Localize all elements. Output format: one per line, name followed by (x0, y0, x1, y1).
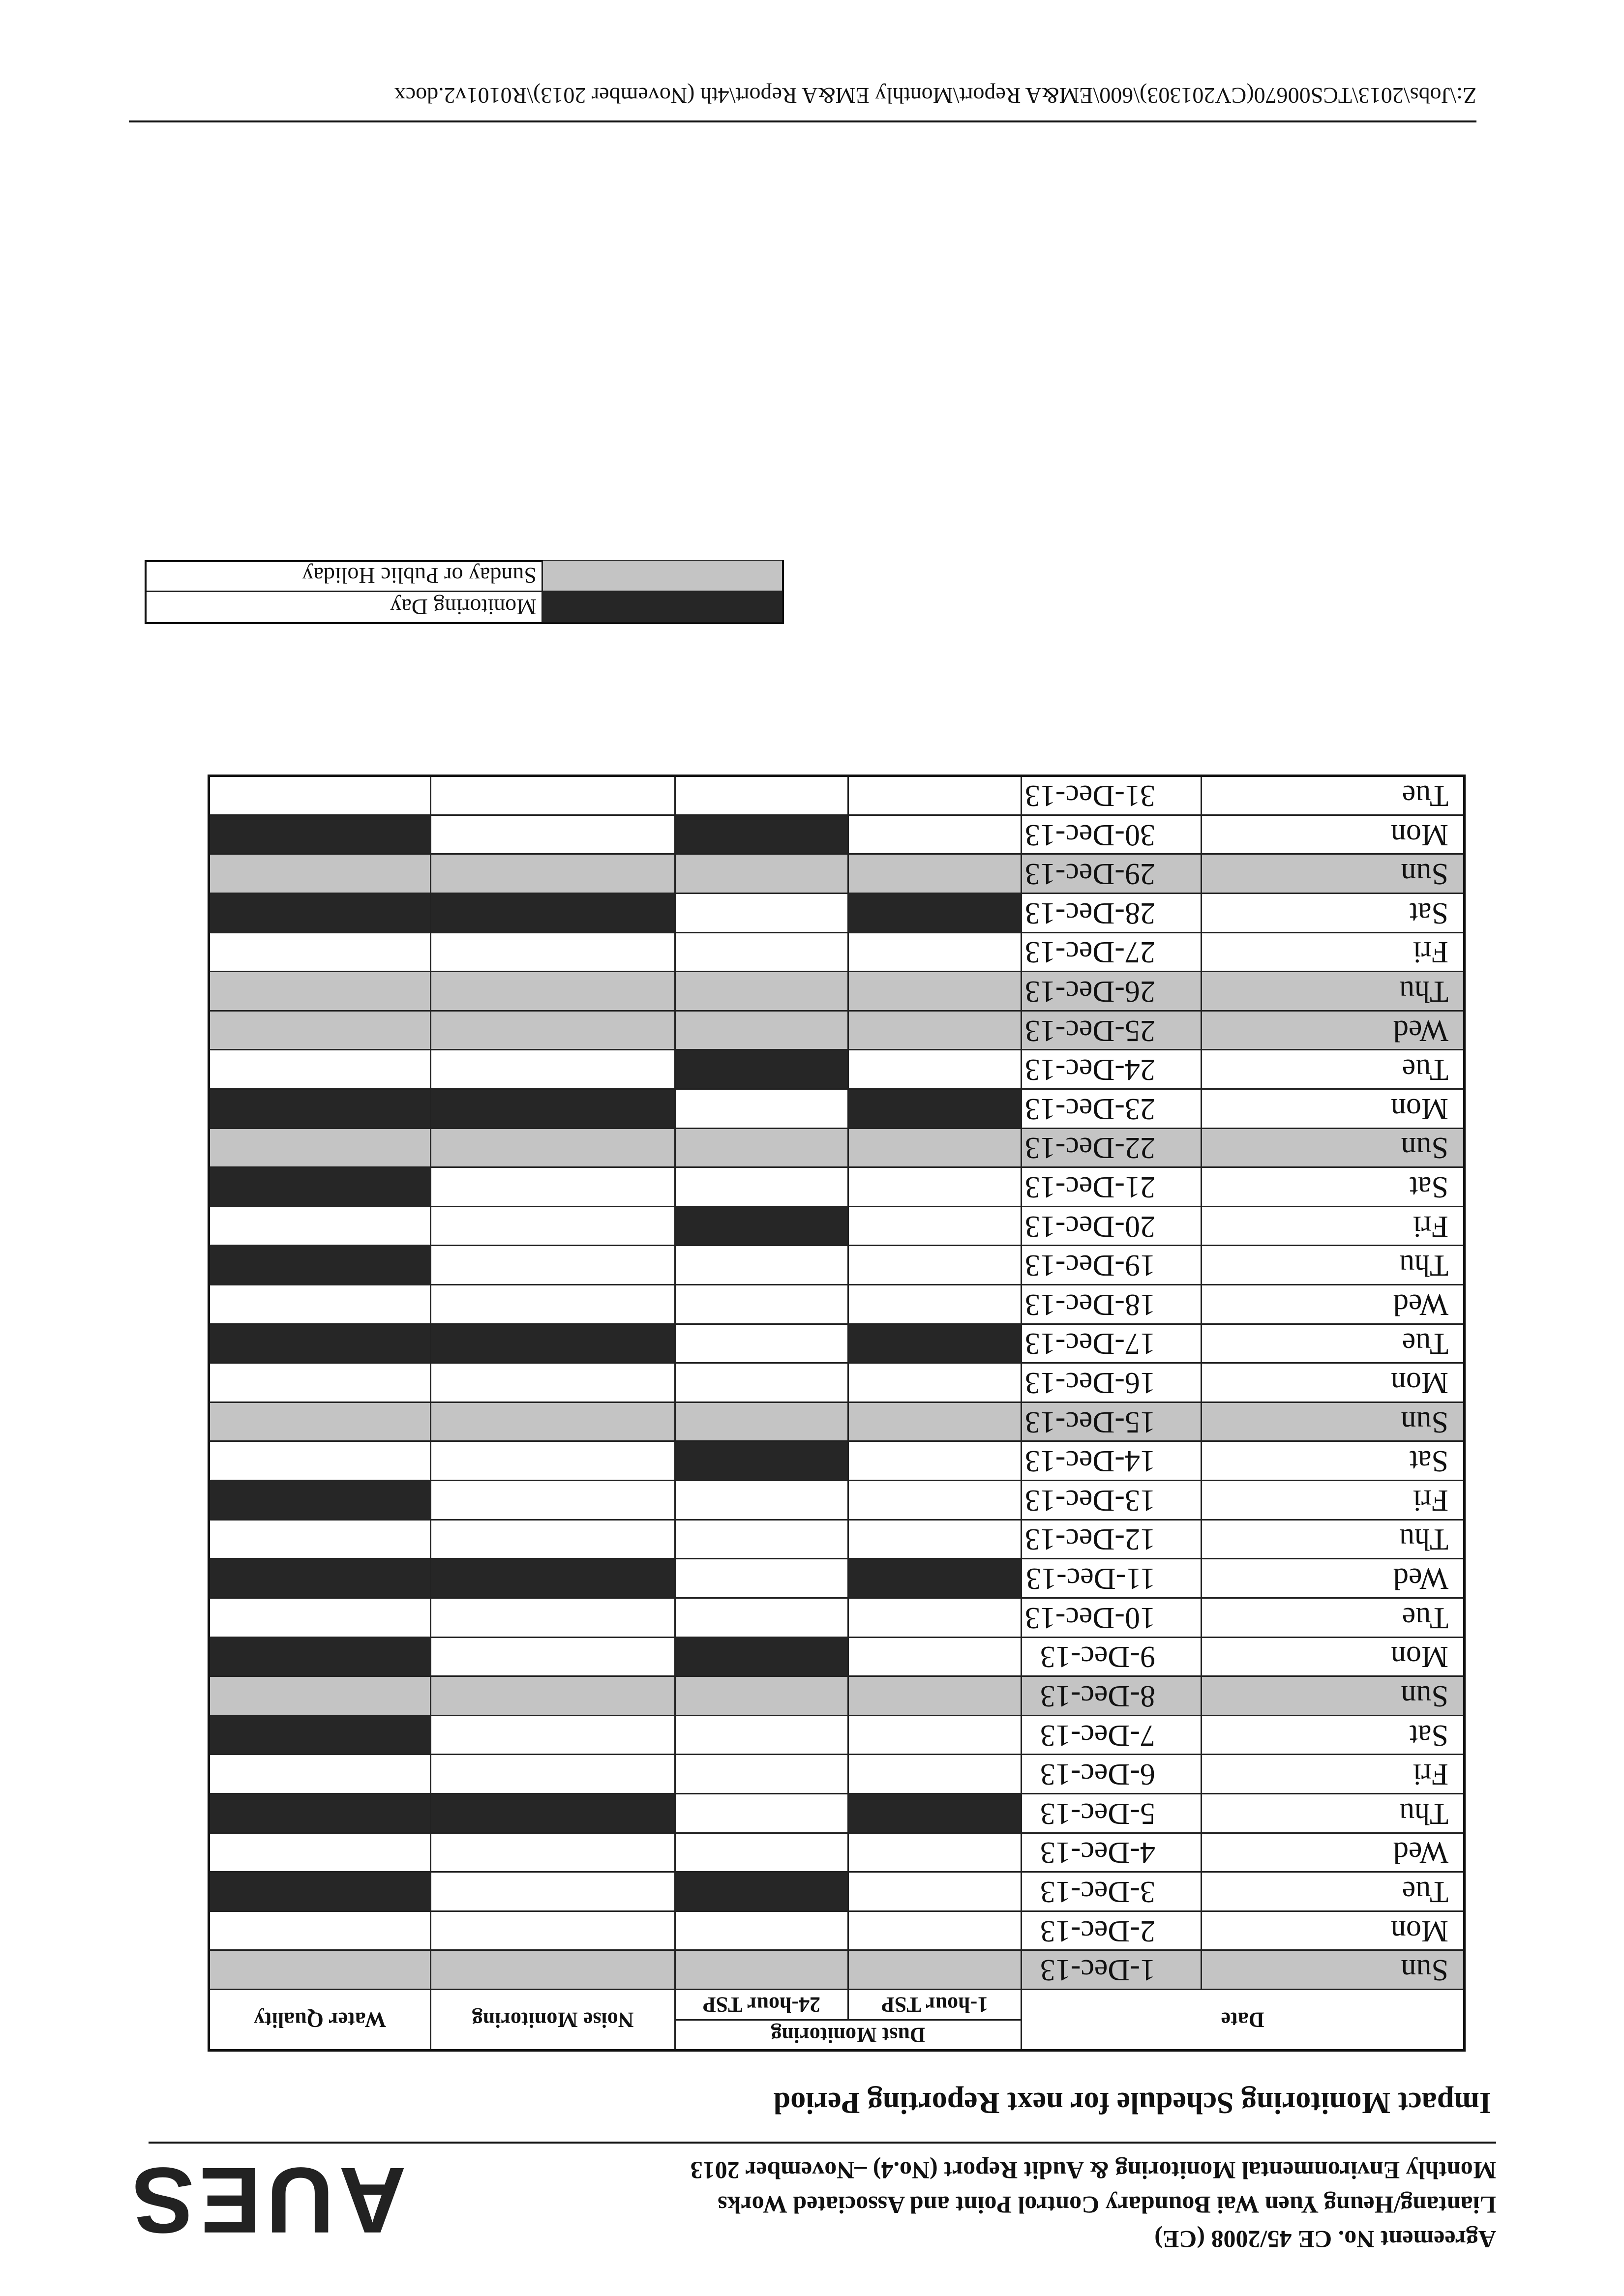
date-cell: 20-Dec-13 (1022, 1206, 1202, 1246)
day-cell: Tue (1201, 776, 1464, 815)
tsp24-cell (675, 972, 848, 1011)
tsp1-cell (848, 1481, 1022, 1520)
tsp24-monitoring-day-cell (675, 1637, 848, 1676)
noise-cell (431, 1911, 675, 1950)
day-cell: Tue (1201, 1050, 1464, 1089)
table-row (209, 1441, 1465, 1481)
noise-cell (431, 776, 675, 815)
tsp24-cell (675, 1950, 848, 1990)
water-cell (209, 1520, 431, 1559)
tsp1-cell (848, 1050, 1022, 1089)
tsp1-cell (848, 1637, 1022, 1676)
tsp24-cell (675, 776, 848, 815)
noise-cell (431, 1246, 675, 1285)
legend-row-monitoring-day (147, 591, 782, 622)
tsp24-cell (675, 1520, 848, 1559)
day-cell: Fri (1201, 1481, 1464, 1520)
date-cell: 1-Dec-13 (1022, 1950, 1202, 1990)
noise-cell (431, 854, 675, 894)
tsp1-cell (848, 1520, 1022, 1559)
tsp1-cell (848, 1206, 1022, 1246)
tsp1-cell (848, 1755, 1022, 1794)
water-cell (209, 1950, 431, 1990)
date-cell: 12-Dec-13 (1022, 1520, 1202, 1559)
tsp1-cell (848, 1402, 1022, 1441)
water-cell (209, 1911, 431, 1950)
tsp1-cell (848, 854, 1022, 894)
water-cell (209, 1011, 431, 1050)
tsp1-monitoring-day-cell (848, 1793, 1022, 1833)
water-cell (209, 1441, 431, 1481)
tsp24-cell (675, 1402, 848, 1441)
day-cell: Mon (1201, 1363, 1464, 1402)
table-row (209, 815, 1465, 854)
table-row (209, 1911, 1465, 1950)
noise-cell (431, 1363, 675, 1402)
date-cell: 27-Dec-13 (1022, 932, 1202, 972)
date-cell: 5-Dec-13 (1022, 1793, 1202, 1833)
tsp1-cell (848, 1598, 1022, 1637)
day-cell: Wed (1201, 1285, 1464, 1324)
day-cell: Sat (1201, 1167, 1464, 1207)
date-cell: 9-Dec-13 (1022, 1637, 1202, 1676)
table-row (209, 1793, 1465, 1833)
table-row (209, 1598, 1465, 1637)
date-cell: 28-Dec-13 (1022, 893, 1202, 932)
date-cell: 25-Dec-13 (1022, 1011, 1202, 1050)
report-header (127, 2142, 1496, 2257)
table-header-row (209, 2020, 1465, 2051)
file-path-footer: Z:\Jobs\2013\TCS00670(CV201303)\600\EM&A Report\Monthly EM&A Report\4th (November 2013)\R0101v2.docx (129, 83, 1476, 122)
noise-cell (431, 932, 675, 972)
date-cell: 10-Dec-13 (1022, 1598, 1202, 1637)
table-row (209, 1833, 1465, 1872)
day-cell: Tue (1201, 1872, 1464, 1911)
tsp1-cell (848, 1246, 1022, 1285)
tsp1-cell (848, 1676, 1022, 1716)
noise-cell (431, 1676, 675, 1716)
water-monitoring-day-cell (209, 1089, 431, 1128)
table-row (209, 1637, 1465, 1676)
table-row (209, 1715, 1465, 1755)
water-monitoring-day-cell (209, 815, 431, 854)
date-cell: 31-Dec-13 (1022, 776, 1202, 815)
tsp1-cell (848, 972, 1022, 1011)
table-row (209, 1011, 1465, 1050)
monitoring-schedule-table (208, 775, 1466, 2052)
noise-cell (431, 1050, 675, 1089)
tsp24-cell (675, 1167, 848, 1207)
day-cell: Mon (1201, 1911, 1464, 1950)
day-cell: Wed (1201, 1011, 1464, 1050)
day-cell: Sun (1201, 1950, 1464, 1990)
legend-swatch-holiday (541, 561, 782, 591)
tsp24-cell (675, 1363, 848, 1402)
date-cell: 24-Dec-13 (1022, 1050, 1202, 1089)
water-cell (209, 1050, 431, 1089)
tsp1-cell (848, 1911, 1022, 1950)
table-row (209, 1089, 1465, 1128)
date-cell: 14-Dec-13 (1022, 1441, 1202, 1481)
header-water-quality: Water Quality (209, 1990, 431, 2051)
date-cell: 6-Dec-13 (1022, 1755, 1202, 1794)
day-cell: Fri (1201, 1755, 1464, 1794)
water-cell (209, 932, 431, 972)
tsp24-cell (675, 1676, 848, 1716)
tsp1-cell (848, 1167, 1022, 1207)
noise-cell (431, 972, 675, 1011)
table-row (209, 1363, 1465, 1402)
tsp24-cell (675, 893, 848, 932)
tsp24-cell (675, 1911, 848, 1950)
noise-cell (431, 1206, 675, 1246)
tsp24-cell (675, 1559, 848, 1598)
date-cell: 21-Dec-13 (1022, 1167, 1202, 1207)
water-monitoring-day-cell (209, 1872, 431, 1911)
legend-row-holiday (147, 561, 782, 591)
tsp1-cell (848, 1285, 1022, 1324)
noise-cell (431, 1715, 675, 1755)
table-row (209, 1559, 1465, 1598)
header-1-hour-tsp: 1-hour TSP (848, 1990, 1022, 2020)
table-row (209, 1206, 1465, 1246)
tsp1-monitoring-day-cell (848, 893, 1022, 932)
noise-cell (431, 1872, 675, 1911)
project-line: Liantang/Heung Yuen Wai Boundary Control Point and Associated Works (718, 2191, 1496, 2219)
table-row (209, 972, 1465, 1011)
day-cell: Sun (1201, 1128, 1464, 1167)
water-monitoring-day-cell (209, 1246, 431, 1285)
noise-monitoring-day-cell (431, 1324, 675, 1363)
day-cell: Fri (1201, 1206, 1464, 1246)
water-monitoring-day-cell (209, 1167, 431, 1207)
noise-cell (431, 1011, 675, 1050)
date-cell: 29-Dec-13 (1022, 854, 1202, 894)
tsp24-cell (675, 1285, 848, 1324)
noise-cell (431, 1520, 675, 1559)
water-cell (209, 972, 431, 1011)
date-cell: 11-Dec-13 (1022, 1559, 1202, 1598)
tsp24-cell (675, 1715, 848, 1755)
date-cell: 17-Dec-13 (1022, 1324, 1202, 1363)
water-monitoring-day-cell (209, 1793, 431, 1833)
noise-monitoring-day-cell (431, 893, 675, 932)
day-cell: Wed (1201, 1833, 1464, 1872)
date-cell: 16-Dec-13 (1022, 1363, 1202, 1402)
table-row (209, 1676, 1465, 1716)
report-line: Monthly Environmental Monitoring & Audit Report (No.4) –November 2013 (690, 2157, 1496, 2184)
tsp1-cell (848, 1872, 1022, 1911)
date-cell: 22-Dec-13 (1022, 1128, 1202, 1167)
water-monitoring-day-cell (209, 1481, 431, 1520)
noise-cell (431, 1637, 675, 1676)
day-cell: Sun (1201, 1676, 1464, 1716)
tsp1-cell (848, 1363, 1022, 1402)
tsp1-monitoring-day-cell (848, 1559, 1022, 1598)
day-cell: Thu (1201, 1793, 1464, 1833)
header-date: Date (1022, 1990, 1465, 2051)
tsp1-monitoring-day-cell (848, 1089, 1022, 1128)
day-cell: Thu (1201, 1246, 1464, 1285)
water-cell (209, 1402, 431, 1441)
tsp1-monitoring-day-cell (848, 1324, 1022, 1363)
table-row (209, 1872, 1465, 1911)
day-cell: Tue (1201, 1598, 1464, 1637)
table-row (209, 1481, 1465, 1520)
header-text (414, 2153, 1496, 2257)
noise-cell (431, 1128, 675, 1167)
day-cell: Mon (1201, 1089, 1464, 1128)
table-row (209, 1402, 1465, 1441)
water-cell (209, 1285, 431, 1324)
date-cell: 26-Dec-13 (1022, 972, 1202, 1011)
table-row (209, 893, 1465, 932)
noise-cell (431, 1167, 675, 1207)
tsp24-cell (675, 1833, 848, 1872)
tsp1-cell (848, 776, 1022, 815)
day-cell: Wed (1201, 1559, 1464, 1598)
table-row (209, 1167, 1465, 1207)
water-cell (209, 1833, 431, 1872)
table-row (209, 776, 1465, 815)
tsp1-cell (848, 1441, 1022, 1481)
tsp24-cell (675, 932, 848, 972)
agreement-line: Agreement No. CE 45/2008 (CE) (1154, 2226, 1496, 2253)
date-cell: 18-Dec-13 (1022, 1285, 1202, 1324)
tsp1-cell (848, 1950, 1022, 1990)
header-noise-monitoring: Noise Monitoring (431, 1990, 675, 2051)
header-dust-monitoring: Dust Monitoring (675, 2020, 1021, 2051)
table-row (209, 854, 1465, 894)
noise-cell (431, 1402, 675, 1441)
date-cell: 23-Dec-13 (1022, 1089, 1202, 1128)
water-cell (209, 1676, 431, 1716)
tsp24-monitoring-day-cell (675, 1206, 848, 1246)
tsp24-cell (675, 1598, 848, 1637)
water-cell (209, 776, 431, 815)
page-title: Impact Monitoring Schedule for next Reporting Period (773, 2086, 1491, 2119)
water-monitoring-day-cell (209, 1559, 431, 1598)
legend-swatch-monitoring (541, 592, 782, 622)
date-cell: 3-Dec-13 (1022, 1872, 1202, 1911)
day-cell: Thu (1201, 972, 1464, 1011)
noise-monitoring-day-cell (431, 1559, 675, 1598)
water-cell (209, 1206, 431, 1246)
tsp1-cell (848, 1833, 1022, 1872)
water-monitoring-day-cell (209, 1324, 431, 1363)
water-cell (209, 854, 431, 894)
tsp24-cell (675, 1481, 848, 1520)
schedule-body (209, 776, 1465, 1990)
date-cell: 19-Dec-13 (1022, 1246, 1202, 1285)
date-cell: 8-Dec-13 (1022, 1676, 1202, 1716)
tsp24-cell (675, 1755, 848, 1794)
tsp24-cell (675, 1793, 848, 1833)
tsp1-cell (848, 815, 1022, 854)
table-row (209, 1050, 1465, 1089)
noise-cell (431, 1481, 675, 1520)
noise-cell (431, 1441, 675, 1481)
date-cell: 30-Dec-13 (1022, 815, 1202, 854)
tsp24-monitoring-day-cell (675, 1050, 848, 1089)
water-monitoring-day-cell (209, 1637, 431, 1676)
day-cell: Sat (1201, 1715, 1464, 1755)
table-row (209, 1285, 1465, 1324)
table-row (209, 1520, 1465, 1559)
tsp24-cell (675, 854, 848, 894)
table-row (209, 1128, 1465, 1167)
day-cell: Mon (1201, 815, 1464, 854)
table-row (209, 1950, 1465, 1990)
header-24-hour-tsp: 24-hour TSP (675, 1990, 848, 2020)
legend (145, 560, 784, 624)
date-cell: 7-Dec-13 (1022, 1715, 1202, 1755)
date-cell: 2-Dec-13 (1022, 1911, 1202, 1950)
tsp24-cell (675, 1089, 848, 1128)
tsp24-monitoring-day-cell (675, 1872, 848, 1911)
legend-label: Monitoring Day (390, 595, 537, 620)
day-cell: Sun (1201, 854, 1464, 894)
tsp1-cell (848, 1715, 1022, 1755)
aues-logo: AUES (127, 2148, 406, 2252)
water-monitoring-day-cell (209, 1715, 431, 1755)
noise-cell (431, 1755, 675, 1794)
date-cell: 15-Dec-13 (1022, 1402, 1202, 1441)
tsp1-cell (848, 1128, 1022, 1167)
day-cell: Fri (1201, 932, 1464, 972)
day-cell: Sat (1201, 1441, 1464, 1481)
table-row (209, 1755, 1465, 1794)
day-cell: Tue (1201, 1324, 1464, 1363)
date-cell: 4-Dec-13 (1022, 1833, 1202, 1872)
water-cell (209, 1755, 431, 1794)
noise-monitoring-day-cell (431, 1793, 675, 1833)
day-cell: Thu (1201, 1520, 1464, 1559)
date-cell: 13-Dec-13 (1022, 1481, 1202, 1520)
water-cell (209, 1363, 431, 1402)
noise-cell (431, 1833, 675, 1872)
tsp24-cell (675, 1324, 848, 1363)
tsp24-cell (675, 1011, 848, 1050)
water-cell (209, 1598, 431, 1637)
legend-label: Sunday or Public Holiday (302, 563, 537, 588)
water-monitoring-day-cell (209, 893, 431, 932)
day-cell: Sat (1201, 893, 1464, 932)
noise-cell (431, 1598, 675, 1637)
noise-monitoring-day-cell (431, 1089, 675, 1128)
tsp1-cell (848, 932, 1022, 972)
noise-cell (431, 1950, 675, 1990)
tsp1-cell (848, 1011, 1022, 1050)
tsp24-monitoring-day-cell (675, 1441, 848, 1481)
tsp24-monitoring-day-cell (675, 815, 848, 854)
tsp24-cell (675, 1128, 848, 1167)
day-cell: Mon (1201, 1637, 1464, 1676)
table-row (209, 932, 1465, 972)
noise-cell (431, 1285, 675, 1324)
day-cell: Sun (1201, 1402, 1464, 1441)
tsp24-cell (675, 1246, 848, 1285)
table-row (209, 1246, 1465, 1285)
table-row (209, 1324, 1465, 1363)
water-cell (209, 1128, 431, 1167)
noise-cell (431, 815, 675, 854)
